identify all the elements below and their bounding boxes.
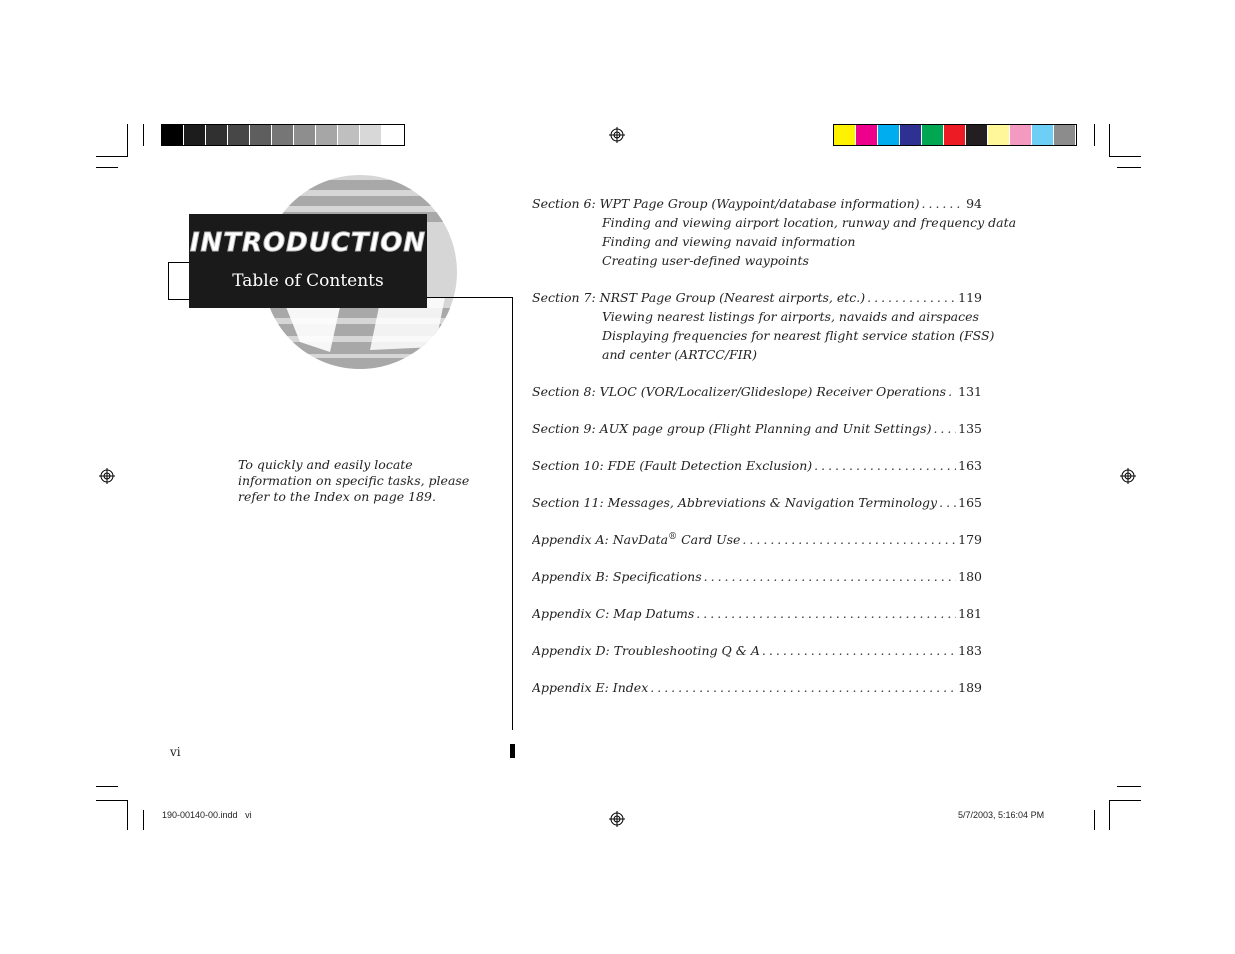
page-title: INTRODUCTION [189,228,427,258]
toc-entry[interactable] [532,196,982,215]
crop-mark [96,786,118,787]
crop-mark [96,800,128,801]
gray-swatch [162,125,184,145]
toc-entry-title: Appendix E: Index [532,680,649,695]
toc-entry[interactable] [532,421,982,440]
toc-entry-title: Section 11: Messages, Abbreviations & Navigation Terminology [532,495,938,510]
gray-swatch [272,125,294,145]
column-marker [510,744,515,758]
color-swatch [1010,125,1032,145]
toc-entry-title: Section 10: FDE (Fault Detection Exclusion) [532,458,813,473]
toc-entry-title: Section 6: WPT Page Group (Waypoint/database information) [532,196,920,211]
crop-mark [96,167,118,168]
toc-entry-page: 179 [958,532,982,548]
index-note: To quickly and easily locate information on specific tasks, please refer to the Index on page 189. [238,457,470,504]
crop-mark [127,800,128,830]
toc-subentry: Finding and viewing airport location, runway and frequency data [602,215,1017,230]
toc-subentry: and center (ARTCC/FIR) [602,347,757,362]
toc-subentry: Displaying frequencies for nearest flight service station (FSS) [602,328,995,343]
crop-mark [1109,800,1141,801]
page-subtitle: Table of Contents [232,271,384,291]
toc-entry-title: Appendix D: Troubleshooting Q & A [532,643,760,658]
crop-mark [143,124,144,146]
toc-entry-title: Section 7: NRST Page Group (Nearest airports, etc.) [532,290,866,305]
registration-mark-icon [609,811,625,827]
toc-entry[interactable] [532,495,982,514]
color-swatch [988,125,1010,145]
dot-leader [650,680,956,695]
toc-subentry: Finding and viewing navaid information [602,234,856,249]
toc-entry-page: 165 [958,495,982,510]
toc-entry-page: 119 [958,290,982,305]
column-rule [512,297,513,730]
toc-entry-page: 94 [966,196,982,211]
divider-line [427,297,513,298]
dot-leader [814,458,956,473]
toc-entry[interactable] [532,532,982,551]
toc-entry-title: Appendix A: NavData® Card Use [532,532,741,548]
gray-swatch [316,125,338,145]
color-swatch [900,125,922,145]
toc-entry-page: 189 [958,680,982,695]
toc-subentry: Creating user-defined waypoints [602,253,809,268]
color-swatch [1032,125,1054,145]
toc-entry-title: Appendix B: Specifications [532,569,702,584]
dot-leader [933,421,956,436]
crop-mark [1117,786,1141,787]
toc-subentry: Viewing nearest listings for airports, navaids and airspaces [602,309,979,324]
color-swatch [1054,125,1076,145]
toc-entry-page: 181 [958,606,982,621]
toc-entry-page: 180 [958,569,982,584]
color-swatch [856,125,878,145]
gray-swatch [360,125,382,145]
toc-entry-page: 131 [958,384,982,399]
color-swatch [878,125,900,145]
dot-leader [948,384,956,399]
table-of-contents [532,196,1017,699]
dot-leader [922,196,965,211]
crop-mark [143,810,144,830]
gray-swatch [206,125,228,145]
toc-entry-page: 163 [958,458,982,473]
toc-entry-title: Section 8: VLOC (VOR/Localizer/Glideslope) Receiver Operations [532,384,947,399]
dot-leader [867,290,956,305]
dot-leader [762,643,956,658]
crop-mark [1117,167,1141,168]
intro-header [189,214,427,308]
dot-leader [939,495,956,510]
crop-mark [1109,156,1141,157]
toc-entry-page: 183 [958,643,982,658]
crop-mark [1109,800,1110,830]
gray-swatch [338,125,360,145]
registered-mark: ® [668,532,678,542]
toc-entry[interactable] [532,290,982,309]
dot-leader [696,606,956,621]
crop-mark [96,156,128,157]
toc-entry[interactable] [532,569,982,588]
gray-swatch [228,125,250,145]
dot-leader [704,569,957,584]
grayscale-bar [161,124,405,146]
color-bar [833,124,1077,146]
gray-swatch [184,125,206,145]
color-swatch [834,125,856,145]
header-frame [168,262,191,300]
gray-swatch [250,125,272,145]
toc-entry[interactable] [532,458,982,477]
dot-leader [742,532,956,547]
footer-timestamp: 5/7/2003, 5:16:04 PM [958,810,1045,820]
footer-filename: 190-00140-00.indd vi [162,810,252,820]
crop-mark [127,124,128,157]
crop-mark [1094,124,1095,146]
toc-entry-page: 135 [958,421,982,436]
toc-entry[interactable] [532,606,982,625]
toc-entry[interactable] [532,384,982,403]
toc-entry-title: Section 9: AUX page group (Flight Planning and Unit Settings) [532,421,932,436]
registration-mark-icon [609,127,625,143]
registration-mark-icon [1120,468,1136,484]
crop-mark [1094,810,1095,830]
gray-swatch [382,125,404,145]
toc-entry[interactable] [532,643,982,662]
page-number: vi [170,745,181,759]
toc-entry[interactable] [532,680,982,699]
color-swatch [944,125,966,145]
gray-swatch [294,125,316,145]
registration-mark-icon [99,468,115,484]
color-swatch [922,125,944,145]
crop-mark [1109,124,1110,157]
color-swatch [966,125,988,145]
toc-entry-title: Appendix C: Map Datums [532,606,695,621]
